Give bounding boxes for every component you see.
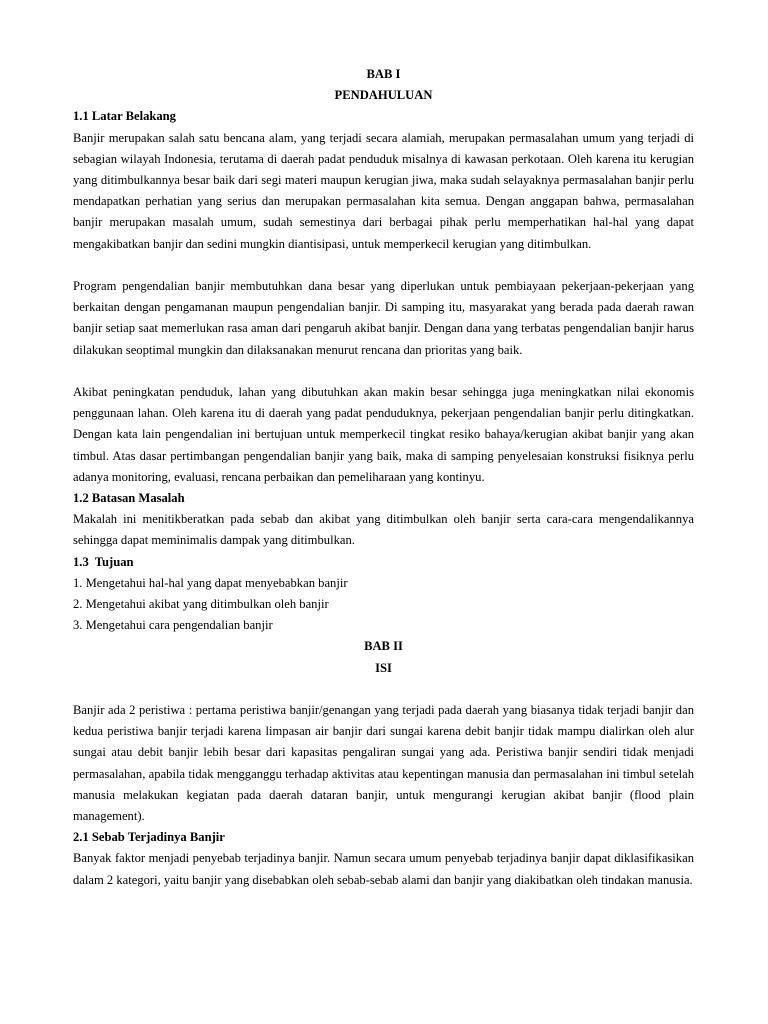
section-1-3-heading: 1.3 Tujuan (73, 554, 134, 569)
blank-line (73, 679, 694, 700)
chapter-1-title: BAB I (366, 67, 401, 81)
goal-item-1: 1. Mengetahui hal-hal yang dapat menyebabkan banjir (73, 575, 348, 590)
section-2-1-paragraph: Banyak faktor menjadi penyebab terjadinya banjir. Namun secara umum penyebab terjadinya banjir dapat diklasifikasikan dalam 2 kategori, yaitu banjir yang disebabkan oleh sebab-sebab alami dan banjir yang diakibatkan oleh tindakan manusia. (73, 851, 694, 887)
section-1-1-heading: 1.1 Latar Belakang (73, 109, 176, 124)
section-1-1-paragraph-2: Program pengendalian banjir membutuhkan dana besar yang diperlukan untuk pembiayaan pekerjaan-pekerjaan yang berkaitan dengan pengamanan maupun pengendalian banjir. Di samping itu, masyarakat yang berada pada daerah rawan banjir setiap saat memerlukan rasa aman dari pengaruh akibat banjir. Dengan dana yang terbatas pengendalian banjir harus dilakukan seoptimal mungkin dan dilaksanakan menurut rencana dan prioritas yang baik. (73, 279, 694, 357)
goal-item-2: 2. Mengetahui akibat yang ditimbulkan oleh banjir (73, 597, 329, 612)
goal-item-3: 3. Mengetahui cara pengendalian banjir (73, 618, 273, 633)
blank-line (73, 255, 694, 276)
section-1-1-paragraph-1: Banjir merupakan salah satu bencana alam, yang terjadi secara alamiah, merupakan permasalahan umum yang terjadi di sebagian wilayah Indonesia, terutama di daerah padat penduduk misalnya di kawasan perkotaan. Oleh karena itu kerugian yang ditimbulkannya besar baik dari segi materi maupun kerugian jiwa, maka sudah selayaknya permasalahan banjir perlu mendapatkan perhatian yang serius dan merupakan permasalahan kita semua. Dengan anggapan bahwa, permasalahan banjir merupakan masalah umum, sudah semestinya dari berbagai pihak perlu memperhatikan hal-hal yang dapat mengakibatkan banjir dan sedini mungkin diantisipasi, untuk memperkecil kerugian yang ditimbulkan. (73, 130, 694, 251)
blank-line (73, 361, 694, 382)
section-1-2-heading: 1.2 Batasan Masalah (73, 491, 185, 506)
section-2-1-heading: 2.1 Sebab Terjadinya Banjir (73, 830, 225, 845)
chapter-2-title: BAB II (364, 639, 403, 654)
chapter-2-subtitle: ISI (375, 660, 392, 675)
chapter-1-subtitle: PENDAHULUAN (334, 88, 433, 103)
section-1-2-paragraph: Makalah ini menitikberatkan pada sebab dan akibat yang ditimbulkan oleh banjir serta cara-cara mengendalikannya sehingga dapat meminimalis dampak yang ditimbulkan. (73, 512, 694, 548)
section-1-1-paragraph-3: Akibat peningkatan penduduk, lahan yang dibutuhkan akan makin besar sehingga juga meningkatkan nilai ekonomis penggunaan lahan. Oleh karena itu di daerah yang padat penduduknya, pekerjaan pengendalian banjir perlu ditingkatkan. Dengan kata lain pengendalian ini bertujuan untuk memperkecil tingkat resiko bahaya/kerugian akibat banjir yang akan timbul. Atas dasar pertimbangan pengendalian banjir yang baik, maka di samping penyelesaian konstruksi fisiknya perlu adanya monitoring, evaluasi, rencana perbaikan dan pemeliharaan yang kontinyu. (73, 385, 694, 484)
chapter-2-paragraph-1: Banjir ada 2 peristiwa : pertama peristiwa banjir/genangan yang terjadi pada daerah yang biasanya tidak terjadi banjir dan kedua peristiwa banjir terjadi karena limpasan air banjir dari sungai karena debit banjir tidak mampu dialirkan oleh alur sungai atau debit banjir lebih besar dari kapasitas pengaliran sungai yang ada. Peristiwa banjir sendiri tidak menjadi permasalahan, apabila tidak mengganggu terhadap aktivitas atau kepentingan manusia dan permasalahan ini timbul setelah manusia melakukan kegiatan pada daerah dataran banjir, untuk mengurangi kerugian akibat banjir (flood plain management). (73, 703, 694, 824)
document-page (73, 64, 694, 891)
